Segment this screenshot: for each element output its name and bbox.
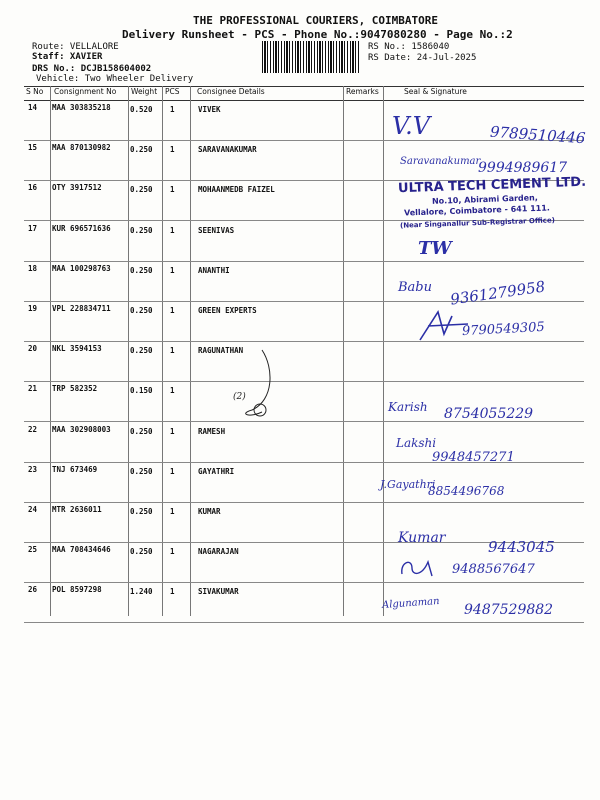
row-pcs: 1 (170, 266, 175, 275)
col-divider (50, 86, 51, 616)
row-weight: 0.250 (130, 226, 153, 235)
signature-row-14: V.V (392, 112, 431, 140)
stamp-company: ULTRA TECH CEMENT LTD. (397, 174, 587, 197)
route-label: Route: VELLALORE (32, 42, 119, 52)
row-divider (24, 582, 584, 583)
row-sno: 16 (28, 183, 38, 192)
row-pcs: 1 (170, 547, 175, 556)
row-consignment: VPL 228834711 (52, 304, 111, 313)
row-pcs: 1 (170, 226, 175, 235)
signature-row-26: Algunaman (381, 596, 440, 611)
signature-row-17: TW (418, 238, 452, 259)
signature-row-24: Kumar (398, 530, 446, 546)
row-consignment: POL 8597298 (52, 585, 102, 594)
row-consignment: NKL 3594153 (52, 344, 102, 353)
col-header-seal: Seal & Signature (404, 87, 467, 96)
phone-row-14: 9789510446 (489, 122, 586, 148)
row-pcs: 1 (170, 587, 175, 596)
col-header-consignee: Consignee Details (197, 87, 265, 96)
row-consignment: MAA 870130982 (52, 143, 111, 152)
row-sno: 24 (28, 505, 38, 514)
row-pcs: 1 (170, 306, 175, 315)
row-sno: 14 (28, 103, 38, 112)
row-consignment: MAA 708434646 (52, 545, 111, 554)
signature-row-15: Saravanakumar (400, 156, 481, 167)
rs-date: RS Date: 24-Jul-2025 (368, 53, 477, 63)
row-divider (24, 622, 584, 623)
row-consignment: MAA 303835218 (52, 103, 111, 112)
vehicle-label: Vehicle: Two Wheeler Delivery (36, 74, 194, 84)
row-sno: 19 (28, 304, 38, 313)
row-consignee: SARAVANAKUMAR (198, 145, 257, 154)
row-consignee: NAGARAJAN (198, 547, 239, 556)
row-sno: 15 (28, 143, 38, 152)
phone-row-26: 9487529882 (464, 602, 554, 618)
row-consignment: MAA 100298763 (52, 264, 111, 273)
col-divider (190, 86, 191, 616)
signature-row-23a: Lakshi (396, 436, 437, 450)
col-divider (383, 86, 384, 616)
row-sno: 21 (28, 384, 38, 393)
row-sno: 25 (28, 545, 38, 554)
row-consignee: SIVAKUMAR (198, 587, 239, 596)
row-divider (24, 261, 584, 262)
row-weight: 0.250 (130, 266, 153, 275)
col-header-consignment: Consignment No (54, 87, 117, 96)
col-divider (128, 86, 129, 616)
row-consignment: MAA 302908003 (52, 425, 111, 434)
row-weight: 0.250 (130, 306, 153, 315)
row-sno: 23 (28, 465, 38, 474)
row-pcs: 1 (170, 145, 175, 154)
row-sno: 17 (28, 224, 38, 233)
row-weight: 0.250 (130, 507, 153, 516)
row-weight: 0.250 (130, 427, 153, 436)
row-consignment: TRP 582352 (52, 384, 98, 393)
row-weight: 0.250 (130, 185, 153, 194)
company-name: THE PROFESSIONAL COURIERS, COIMBATORE (193, 14, 439, 27)
row-weight: 0.150 (130, 386, 153, 395)
col-header-sno: S No (26, 87, 44, 96)
phone-row-22: 8754055229 (444, 406, 534, 422)
row-pcs: 1 (170, 105, 175, 114)
row-consignee: GREEN EXPERTS (198, 306, 257, 315)
row-divider (24, 502, 584, 503)
row-consignee: SEENIVAS (198, 226, 235, 235)
row-consignment: TNJ 673469 (52, 465, 98, 474)
signature-row-22: Karish (388, 400, 428, 414)
row-pcs: 1 (170, 185, 175, 194)
row-pcs: 1 (170, 467, 175, 476)
row-consignee: VIVEK (198, 105, 221, 114)
row-consignee: GAYATHRI (198, 467, 235, 476)
runsheet-title: Delivery Runsheet - PCS - Phone No.:9047080280 - Page No.:2 (122, 28, 513, 41)
row-divider (24, 381, 584, 382)
row-pcs: 1 (170, 346, 175, 355)
signature-text-row-21: (2) (233, 392, 246, 402)
signature-row-23b: J.Gayathri (380, 478, 436, 491)
row-consignment: KUR 696571636 (52, 224, 111, 233)
stamp-line3: (Near Singanallur Sub-Registrar Office) (399, 216, 555, 230)
phone-row-18: 9361279958 (449, 277, 547, 309)
col-divider (343, 86, 344, 616)
row-weight: 0.520 (130, 105, 153, 114)
row-pcs: 1 (170, 507, 175, 516)
phone-row-19: 9790549305 (461, 319, 546, 340)
col-header-pcs: PCS (165, 87, 180, 96)
rs-number: RS No.: 1586040 (368, 42, 450, 52)
row-consignee: RAMESH (198, 427, 226, 436)
barcode (262, 41, 360, 73)
phone-row-23a: 9948457271 (432, 450, 515, 465)
row-consignee: MOHAANMEDB FAIZEL (198, 185, 275, 194)
signature-mark-row-21 (222, 348, 282, 428)
stamp-line1: No.10, Abirami Garden, (431, 193, 538, 206)
row-pcs: 1 (170, 427, 175, 436)
phone-row-15: 9994989617 (478, 160, 568, 176)
row-weight: 0.250 (130, 467, 153, 476)
phone-row-25: 9488567647 (452, 562, 535, 577)
col-header-remarks: Remarks (346, 87, 379, 96)
col-divider (162, 86, 163, 616)
signature-mark-row-25 (398, 556, 438, 580)
row-consignment: OTY 3917512 (52, 183, 102, 192)
row-sno: 22 (28, 425, 38, 434)
row-weight: 0.250 (130, 145, 153, 154)
col-header-weight: Weight (131, 87, 158, 96)
row-sno: 26 (28, 585, 38, 594)
row-weight: 1.240 (130, 587, 153, 596)
row-consignment: MTR 2636011 (52, 505, 102, 514)
row-consignee: ANANTHI (198, 266, 230, 275)
phone-row-24: 9443045 (488, 538, 555, 556)
signature-row-18: Babu (398, 280, 432, 295)
phone-row-23b: 8854496768 (428, 484, 505, 498)
row-consignee: RAGUNATHAN (198, 346, 244, 355)
row-pcs: 1 (170, 386, 175, 395)
stamp-line2: Vellalore, Coimbatore - 641 111. (403, 203, 550, 218)
staff-label: Staff: XAVIER (32, 52, 103, 62)
row-divider (24, 341, 584, 342)
row-weight: 0.250 (130, 547, 153, 556)
row-weight: 0.250 (130, 346, 153, 355)
drs-label: DRS No.: DCJB158604002 (32, 64, 152, 74)
row-consignee: KUMAR (198, 507, 221, 516)
row-sno: 18 (28, 264, 38, 273)
row-sno: 20 (28, 344, 38, 353)
